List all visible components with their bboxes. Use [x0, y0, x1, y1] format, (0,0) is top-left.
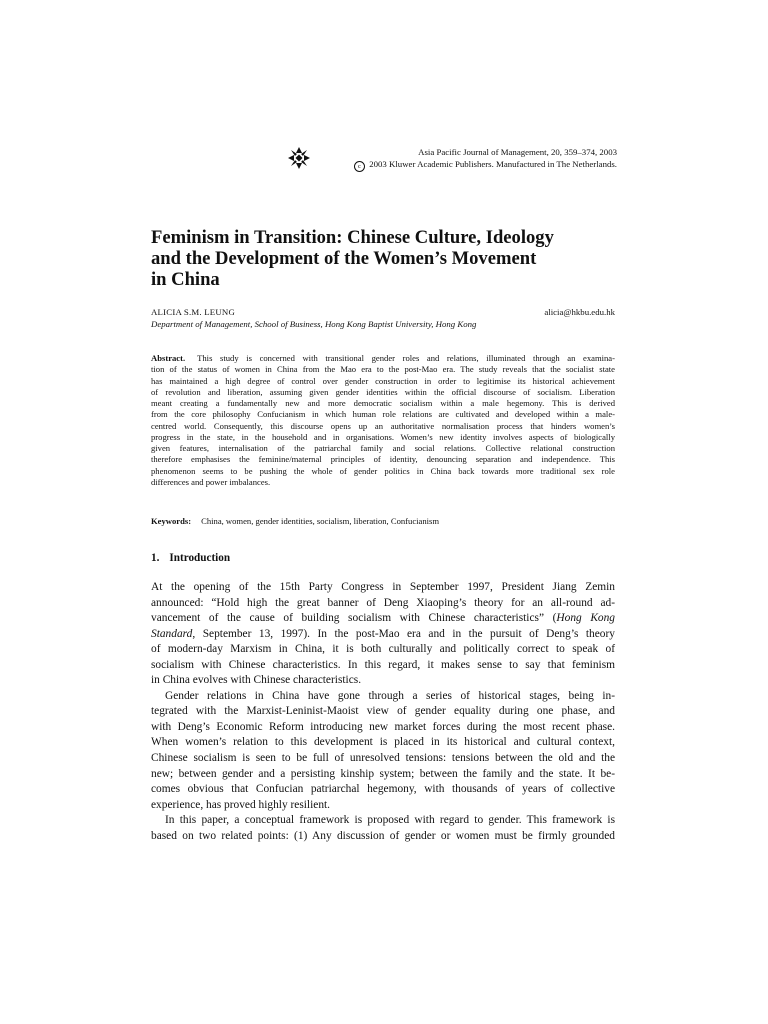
title-line: in China [151, 269, 220, 290]
body-line: based on two related points: (1) Any discussion of gender or women must be firmly grounded [151, 829, 615, 842]
author-email: alicia@hkbu.edu.hk [544, 307, 615, 317]
body-line: Gender relations in China have gone through a series of historical stages, being in- [165, 689, 615, 702]
keywords-value: China, women, gender identities, socialism, liberation, Confucianism [201, 516, 440, 526]
keywords-label: Keywords: [151, 516, 192, 526]
abstract-line: from the core philosophy Confucianism in which human role relations are cultivated and developed within a male- [151, 409, 615, 420]
journal-citation-block [354, 146, 617, 172]
body-line: In this paper, a conceptual framework is proposed with regard to gender. This framework is [165, 814, 615, 827]
abstract-line: therefore emphasises the feminine/maternal principles of identity, denouncing separation and independence. This [151, 454, 615, 465]
body-line: comes obvious that Confucian patriarchal hegemony, with thousands of years of collective [151, 783, 615, 796]
abstract-line: given features, internalisation of the patriarchal family and social relations. Collective relational construction [151, 443, 615, 453]
abstract-text: This study is concerned with transitional gender roles and relations, illuminated through an examina- [197, 353, 615, 363]
body-line: When women’s relation to this development is placed in its historical and cultural context, [151, 736, 615, 749]
article-title [151, 227, 621, 290]
title-line: Feminism in Transition: Chinese Culture, Ideology [151, 227, 554, 248]
title-line: and the Development of the Women’s Movement [151, 248, 537, 269]
abstract-line: has maintained a high degree of control over gender construction in order to legitimise its historical achievement [151, 375, 615, 386]
journal-citation: Asia Pacific Journal of Management, 20, 359–374, 2003 [418, 147, 617, 157]
abstract-line: differences and power imbalances. [151, 476, 271, 487]
abstract-line [151, 353, 615, 364]
kluwer-publisher-logo-icon [287, 146, 311, 170]
body-text-run: , September 13, 1997). In the post-Mao era and in the pursuit of Deng’s theory [192, 627, 615, 640]
abstract-line: centred world. Consequently, this discourse opens up an authoritative normalisation process that hinders women’s [151, 420, 615, 431]
keywords [151, 515, 439, 527]
body-line: At the opening of the 15th Party Congress in September 1997, President Jiang Zemin [151, 581, 615, 593]
abstract-line: tion of the status of women in China from the Mao era to the post-Mao era. The study reveals that the socialist state [151, 364, 615, 375]
body-line: tegrated with the Marxist-Leninist-Maoist view of gender equality during one phase, and [151, 705, 615, 718]
section-number: 1. [151, 552, 160, 564]
section-title: Introduction [169, 552, 231, 564]
abstract-label: Abstract. [151, 353, 186, 363]
body-line: socialism with Chinese characteristics. In this regard, it makes sense to say that feminism [151, 658, 615, 671]
body-line [151, 627, 615, 643]
body-text [151, 580, 615, 844]
copyright-symbol: c [354, 161, 365, 172]
body-line: experience, has proved highly resilient. [151, 798, 331, 811]
section-heading [151, 551, 230, 565]
copyright-line [354, 158, 617, 172]
abstract [151, 353, 615, 488]
abstract-line: progress in the state, in the household and in organisations. Women’s new identity involves aspects of biologically [151, 431, 615, 442]
copyright-text: 2003 Kluwer Academic Publishers. Manufactured in The Netherlands. [369, 159, 617, 169]
author-name: ALICIA S.M. LEUNG [151, 307, 236, 317]
body-line: announced: “Hold high the great banner of Deng Xiaoping’s theory for an all-round ad- [151, 596, 615, 609]
citation-italic: Standard [151, 627, 193, 640]
author-affiliation: Department of Management, School of Business, Hong Kong Baptist University, Hong Kong [151, 319, 477, 329]
body-line: with Deng’s Economic Reform introducing new market forces during the most recent phase. [151, 720, 615, 733]
body-text-run: vancement of the cause of building socialism with Chinese characteristics” ( [151, 612, 557, 625]
body-line [151, 611, 615, 627]
journal-header [287, 146, 617, 174]
body-line: in China evolves with Chinese characteristics. [151, 674, 362, 687]
abstract-line: of revolution and liberation, assuming given gender identities within the official discourse of socialism. Liberation [151, 386, 615, 397]
citation-italic: Hong Kong [556, 612, 615, 625]
abstract-line: phenomenon seems to be pushing the whole of gender politics in China back towards more traditional sex role [151, 465, 615, 476]
body-line: Chinese socialism is seen to be full of unresolved tensions: tensions between the old and the [151, 752, 615, 765]
body-line: of modern-day Marxism in China, it is both culturally and politically correct to speak of [151, 643, 615, 656]
abstract-line: meant creating a fundamentally new and more democratic socialism within a male hegemony. This is derived [151, 398, 615, 408]
body-line: new; between gender and a persisting kinship system; between the family and the state. It be- [151, 767, 615, 780]
